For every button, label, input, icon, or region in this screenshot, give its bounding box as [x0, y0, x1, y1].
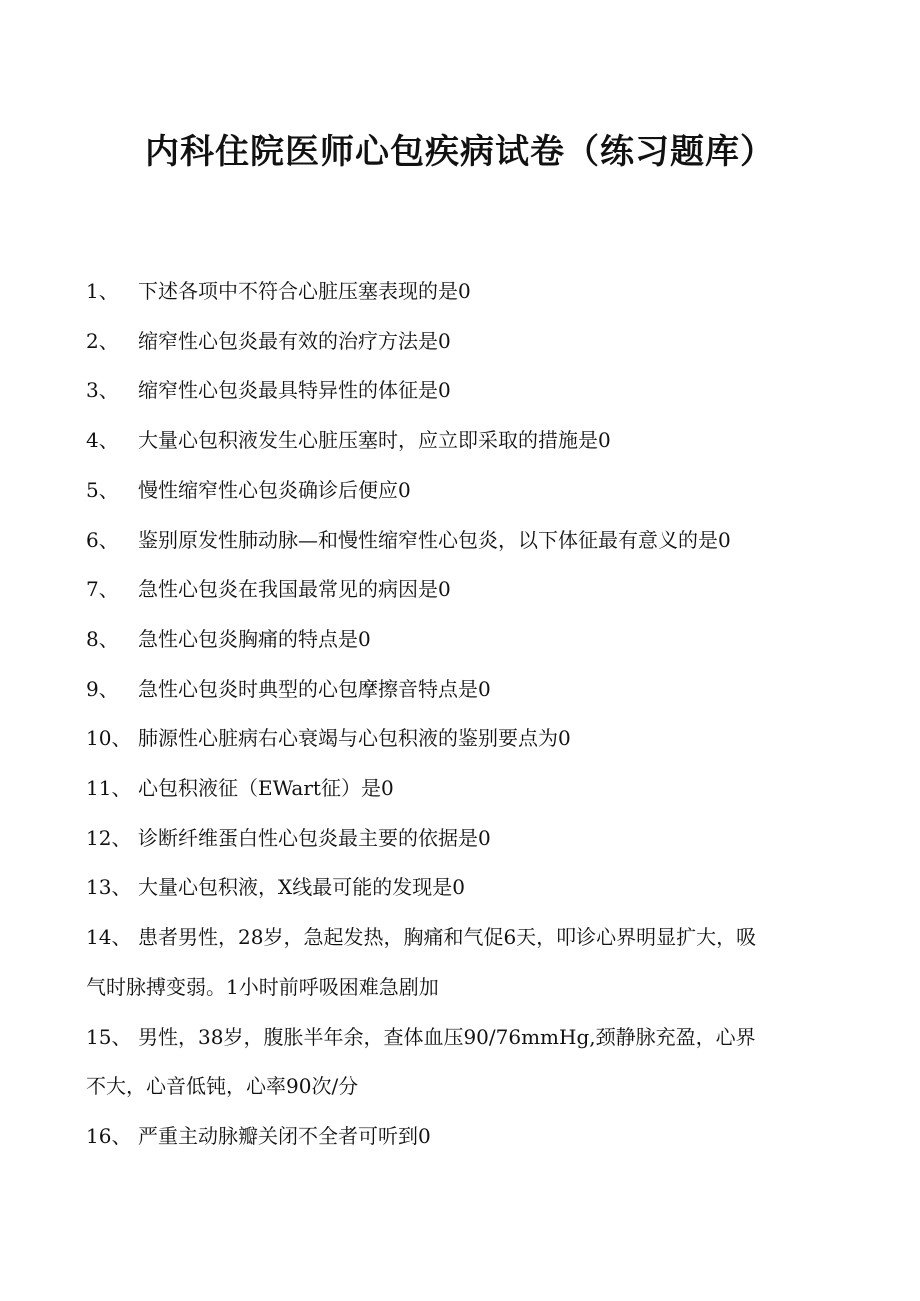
question-text: 缩窄性心包炎最具特异性的体征是0: [138, 378, 451, 403]
question-text: 缩窄性心包炎最有效的治疗方法是0: [138, 328, 451, 353]
question-continuation: 气时脉搏变弱。1小时前呼吸困难急剧加: [86, 974, 439, 999]
question-text: 鉴别原发性肺动脉—和慢性缩窄性心包炎，以下体征最有意义的是0: [138, 527, 731, 552]
question-text: 男性，38岁，腹胀半年余，查体血压90/76mmHg,颈静脉充盈，心界: [138, 1024, 756, 1049]
page-title: 内科住院医师心包疾病试卷（练习题库）: [145, 132, 775, 172]
question-number: 2、: [86, 328, 119, 353]
question-number: 13、: [86, 875, 132, 900]
question-number: 7、: [86, 577, 119, 602]
question-item: [86, 814, 826, 864]
question-text: 急性心包炎在我国最常见的病因是0: [138, 577, 451, 602]
question-text: 大量心包积液发生心脏压塞时，应立即采取的措施是0: [138, 428, 611, 453]
question-number: 10、: [86, 726, 132, 751]
question-text: 诊断纤维蛋白性心包炎最主要的依据是0: [138, 825, 491, 850]
question-item: [86, 267, 826, 317]
question-list: [86, 267, 826, 1162]
question-number: 16、: [86, 1123, 132, 1148]
question-text: 下述各项中不符合心脏压塞表现的是0: [138, 279, 471, 303]
question-number: 6、: [86, 527, 119, 552]
question-number: 5、: [86, 477, 119, 502]
question-text: 肺源性心脏病右心衰竭与心包积液的鉴别要点为0: [138, 726, 571, 751]
question-item: [86, 913, 826, 963]
question-number: 15、: [86, 1024, 132, 1049]
question-item: [86, 1013, 826, 1063]
question-item: [86, 863, 826, 913]
question-text: 急性心包炎胸痛的特点是0: [138, 626, 371, 651]
question-item: [86, 615, 826, 665]
question-text: 心包积液征（EWart征）是0: [138, 776, 394, 801]
question-item: [86, 366, 826, 416]
question-text: 慢性缩窄性心包炎确诊后便应0: [138, 477, 411, 502]
question-item: [86, 466, 826, 516]
question-item: [86, 565, 826, 615]
question-continuation: 不大，心音低钝，心率90次/分: [86, 1074, 359, 1099]
question-number: 14、: [86, 925, 132, 950]
question-number: 3、: [86, 378, 119, 403]
question-item: [86, 665, 826, 715]
question-item: [86, 516, 826, 566]
question-number: 11、: [86, 776, 132, 801]
question-item: [86, 1112, 826, 1162]
question-item: [86, 714, 826, 764]
question-text: 严重主动脉瓣关闭不全者可听到0: [138, 1123, 431, 1148]
question-text: 患者男性，28岁，急起发热，胸痛和气促6天，叩诊心界明显扩大，吸: [138, 925, 757, 950]
question-number: 12、: [86, 825, 132, 850]
question-text: 大量心包积液，X线最可能的发现是0: [138, 875, 465, 900]
question-number: 4、: [86, 428, 119, 453]
question-item: [86, 764, 826, 814]
question-number: 8、: [86, 626, 119, 651]
question-number: 9、: [86, 676, 119, 701]
question-item: [86, 416, 826, 466]
question-number: 1、: [86, 279, 119, 303]
question-item: [86, 317, 826, 367]
question-text: 急性心包炎时典型的心包摩擦音特点是0: [138, 676, 491, 701]
